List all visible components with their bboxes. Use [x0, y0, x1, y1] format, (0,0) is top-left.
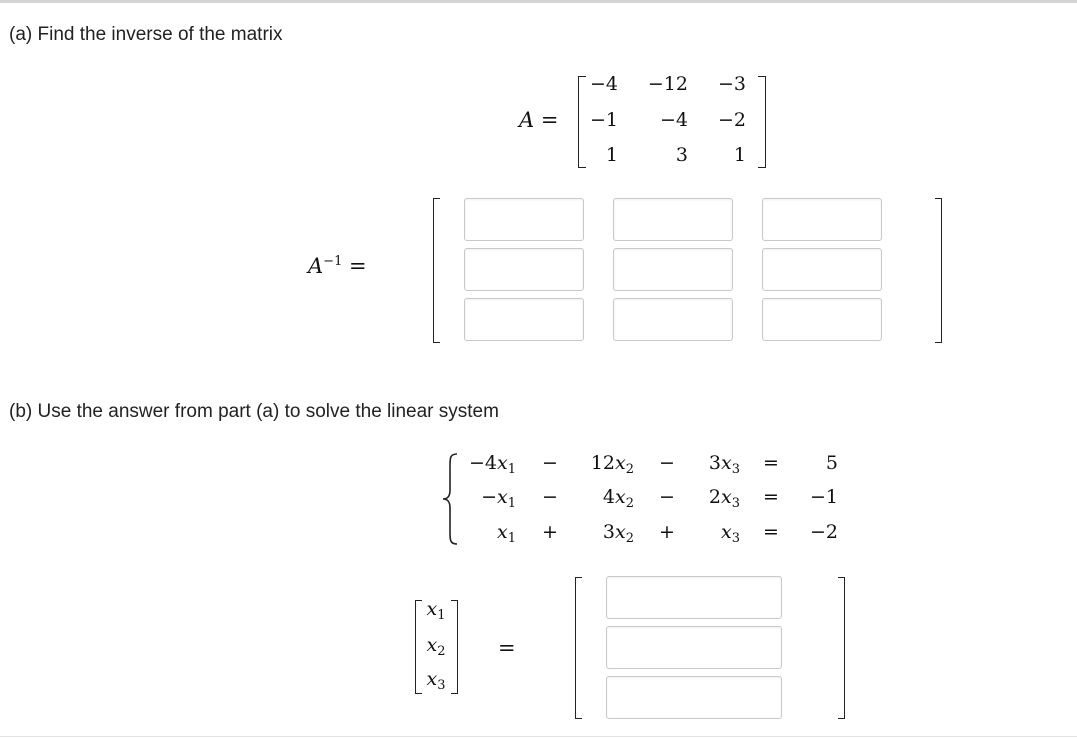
system-equals: =: [763, 521, 779, 543]
system-operator: −: [542, 486, 558, 508]
matrix-a-entry: −12: [647, 73, 688, 95]
variable-vector-entry: $x_1$: [426, 598, 446, 623]
inverse-entry-input[interactable]: [762, 198, 882, 241]
solution-equals: =: [498, 636, 516, 660]
inverse-left-bracket: [433, 198, 440, 343]
solution-entry-input[interactable]: [606, 576, 782, 619]
solution-entry-input[interactable]: [606, 626, 782, 669]
system-rhs: −2: [809, 521, 838, 543]
system-operator: −: [659, 452, 675, 474]
variable-vector-entry: $x_3$: [426, 668, 446, 693]
inverse-entry-input[interactable]: [762, 248, 882, 291]
inverse-label: $A^{-1}$ =: [308, 254, 367, 278]
variable-vector-entry: $x_2$: [426, 634, 446, 659]
inverse-entry-input[interactable]: [613, 298, 733, 341]
top-border: [0, 0, 1077, 3]
inverse-entry-input[interactable]: [762, 298, 882, 341]
system-operator: +: [542, 521, 558, 543]
matrix-a-entry: −4: [589, 73, 618, 95]
system-operator: −: [659, 486, 675, 508]
system-term: $2x_3$: [708, 486, 740, 511]
system-term: $12x_2$: [590, 452, 634, 477]
matrix-a-entry: 1: [733, 144, 746, 166]
matrix-a-entry: −2: [717, 109, 746, 131]
solution-right-bracket: [838, 577, 845, 719]
inverse-entry-input[interactable]: [464, 298, 584, 341]
inverse-entry-input[interactable]: [464, 198, 584, 241]
system-operator: +: [659, 521, 675, 543]
matrix-a-entry: −3: [717, 73, 746, 95]
solution-left-bracket: [575, 577, 582, 719]
matrix-a-entry: 3: [675, 144, 688, 166]
system-rhs: 5: [825, 452, 838, 474]
system-equals: =: [763, 486, 779, 508]
system-brace: [440, 452, 460, 546]
system-term: $3x_2$: [602, 521, 634, 546]
matrix-a-label: A =: [519, 108, 559, 132]
part-b-prompt: (b) Use the answer from part (a) to solve the linear system: [9, 401, 499, 422]
solution-entry-input[interactable]: [606, 676, 782, 719]
system-term: $x_1$: [497, 521, 516, 546]
matrix-a-entry: −4: [659, 109, 688, 131]
system-rhs: −1: [809, 486, 838, 508]
system-term: $-x_1$: [481, 486, 516, 511]
bottom-border: [0, 736, 1077, 737]
system-term: $-4x_1$: [468, 452, 516, 477]
inverse-right-bracket: [935, 198, 942, 343]
inverse-entry-input[interactable]: [613, 198, 733, 241]
system-equals: =: [763, 452, 779, 474]
matrix-a-entry: 1: [605, 144, 618, 166]
system-operator: −: [542, 452, 558, 474]
inverse-entry-input[interactable]: [613, 248, 733, 291]
matrix-a-entry: −1: [589, 109, 618, 131]
system-term: $x_3$: [721, 521, 740, 546]
part-a-prompt: (a) Find the inverse of the matrix: [9, 24, 283, 45]
matrix-a-right-bracket: [758, 76, 766, 168]
system-term: $3x_3$: [708, 452, 740, 477]
system-term: $4x_2$: [602, 486, 634, 511]
inverse-entry-input[interactable]: [464, 248, 584, 291]
